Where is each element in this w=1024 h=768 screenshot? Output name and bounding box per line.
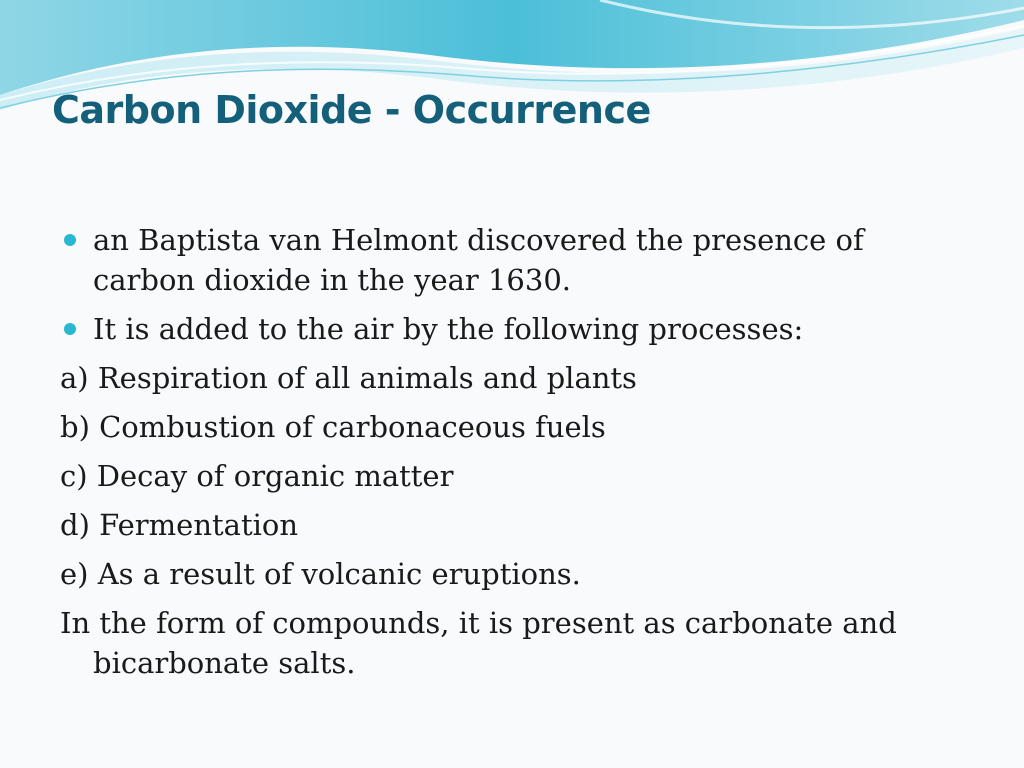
process-line: a) Respiration of all animals and plants bbox=[60, 361, 637, 395]
bullet-item bbox=[60, 220, 970, 300]
circle-bullet-icon bbox=[64, 323, 76, 335]
closing-line: In the form of compounds, it is present as carbonate and bicarbonate salts. bbox=[60, 606, 897, 680]
bullet-text: an Baptista van Helmont discovered the presence of carbon dioxide in the year 1630. bbox=[93, 223, 864, 297]
process-line: c) Decay of organic matter bbox=[60, 459, 454, 493]
slide-title: Carbon Dioxide - Occurrence bbox=[52, 88, 651, 132]
slide-body bbox=[60, 220, 970, 692]
circle-bullet-icon bbox=[64, 234, 76, 246]
process-line: b) Combustion of carbonaceous fuels bbox=[60, 410, 606, 444]
bullet-text: It is added to the air by the following processes: bbox=[93, 312, 804, 346]
process-line: e) As a result of volcanic eruptions. bbox=[60, 557, 581, 591]
bullet-item bbox=[60, 309, 970, 349]
process-line: d) Fermentation bbox=[60, 508, 299, 542]
